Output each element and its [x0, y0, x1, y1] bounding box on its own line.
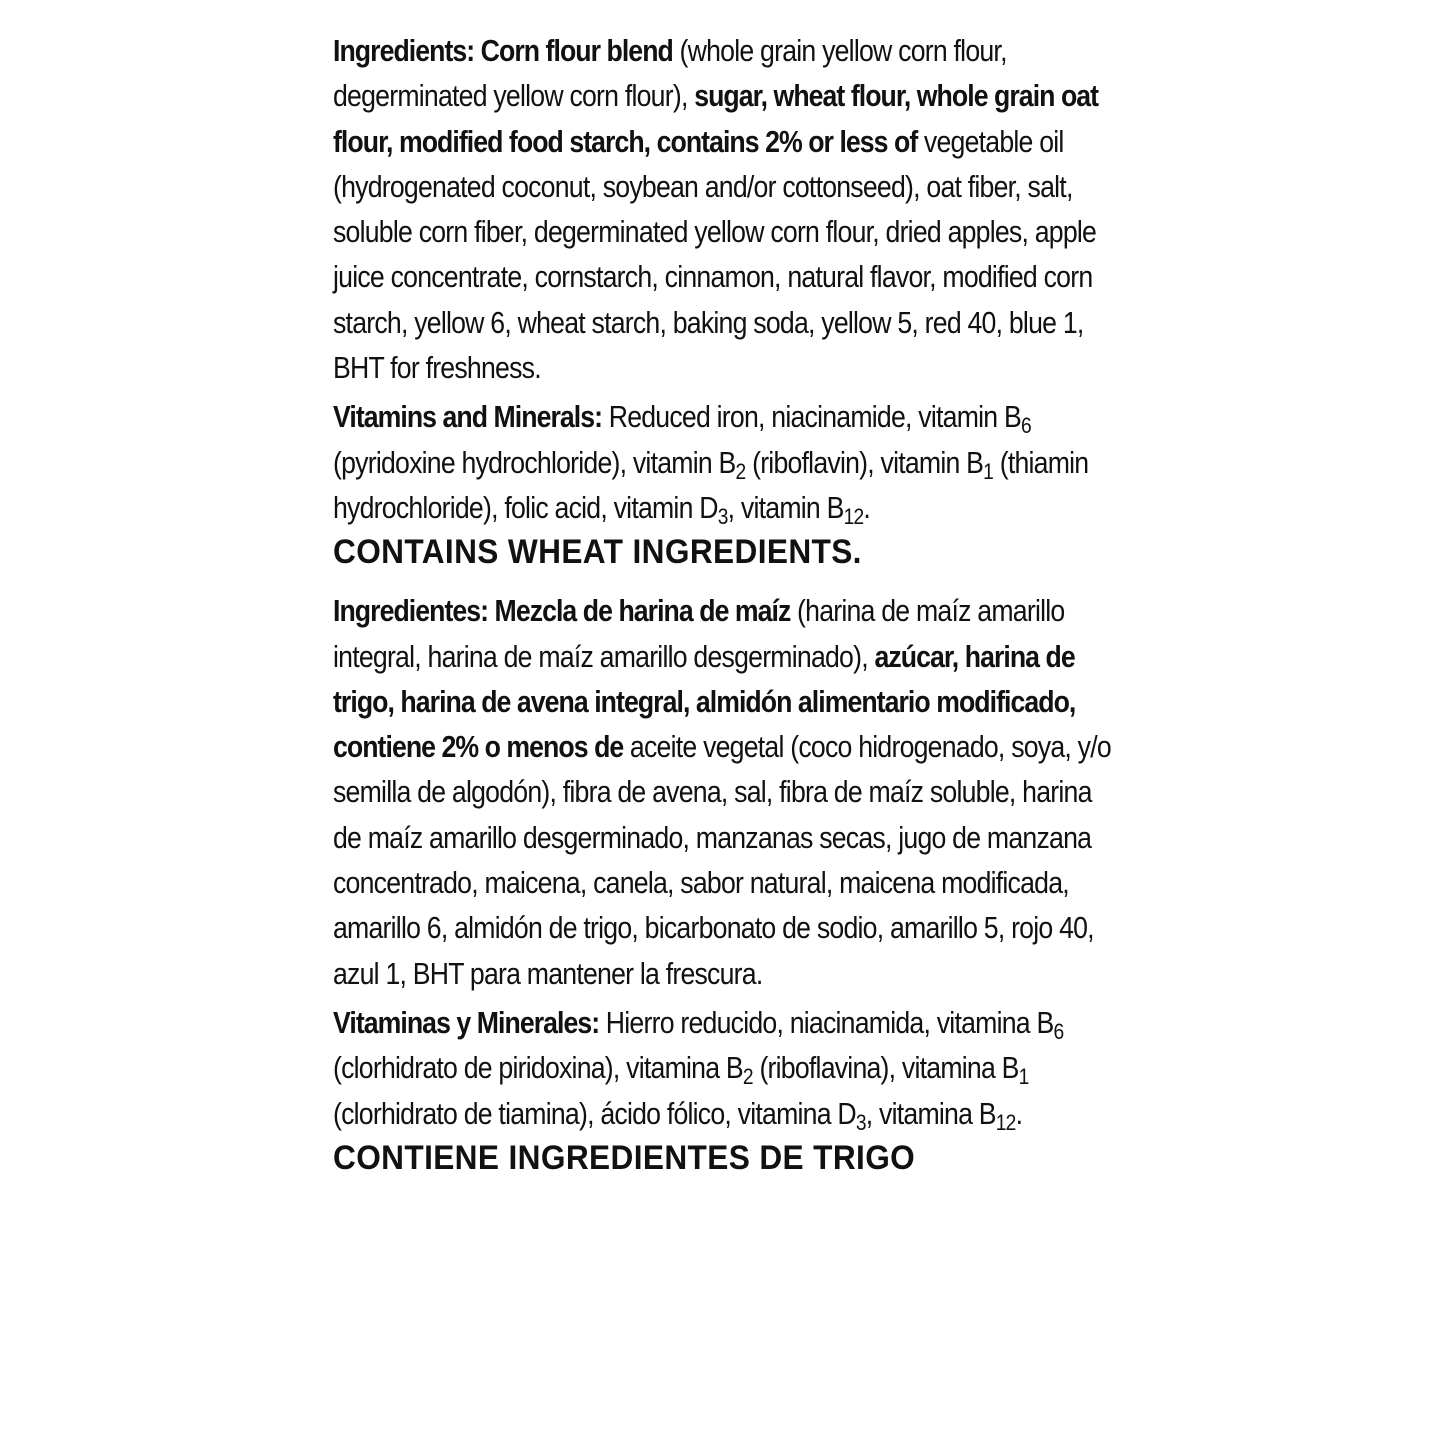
vitamins-en-text: (thiamin hydrochloride), folic acid, vitamin D [333, 444, 1089, 525]
vitamins-en-sub: 12 [843, 504, 864, 530]
vitamins-en [333, 394, 1122, 530]
vitamins-es-text: , vitamina B [865, 1095, 996, 1131]
vitamins-es-text: Hierro reducido, niacinamida, vitamina B [599, 1004, 1054, 1040]
allergen-statement-en: CONTAINS WHEAT INGREDIENTS. [333, 533, 862, 572]
vitamins-en-sub: 1 [983, 458, 994, 484]
ingredients-es-bold-list: azúcar, harina de trigo, harina de avena integral, almidón alimentario modificado, contiene 2% o menos de [333, 638, 1076, 765]
vitamins-es-sub: 3 [855, 1109, 866, 1135]
vitamins-en-text: , vitamin B [727, 489, 844, 525]
vitamins-en-sub: 6 [1020, 413, 1031, 439]
ingredients-es-text-2: aceite vegetal (coco hidrogenado, soya, y/o semilla de algodón), fibra de avena, sal, fibra de maíz soluble, harina de maíz amarillo desgerminado, manzanas secas, jugo de manzana concentrado, maicena, canela, sabor natural, maicena modificada, amarillo 6, almidón de trigo, bicarbonato de sodio, amarillo 5, rojo 40, azul 1, BHT para mantener la frescura. [333, 729, 1111, 991]
vitamins-en-text: (pyridoxine hydrochloride), vitamin B [333, 444, 736, 480]
ingredients-es-text-1: (harina de maíz amarillo integral, harina de maíz amarillo desgerminado), [333, 593, 1065, 674]
ingredients-es-heading: Ingredientes: Mezcla de harina de maíz [333, 593, 791, 629]
vitamins-en-heading: Vitamins and Minerals: [333, 399, 603, 435]
ingredients-es [333, 588, 1122, 996]
vitamins-en-text: . [863, 489, 871, 525]
vitamins-es-sub: 1 [1018, 1064, 1029, 1090]
vitamins-es [333, 1000, 1122, 1136]
vitamins-es-sub: 6 [1053, 1019, 1064, 1045]
ingredients-en-text-1: (whole grain yellow corn flour, degerminated yellow corn flour), [333, 33, 1007, 114]
ingredients-en-heading: Ingredients: Corn flour blend [333, 33, 673, 68]
ingredients-en-text-2: vegetable oil (hydrogenated coconut, soybean and/or cottonseed), oat fiber, salt, soluble corn fiber, degerminated yellow corn flour, dried apples, apple juice concentrate, cornstarch, cinnamon, natural flavor, modified corn starch, yellow 6, wheat starch, baking soda, yellow 5, red 40, blue 1, BHT for freshness. [333, 123, 1097, 386]
allergen-statement-es: CONTIENE INGREDIENTES DE TRIGO [333, 1138, 916, 1177]
ingredients-en-bold-list: sugar, wheat flour, whole grain oat flour, modified food starch, contains 2% or less of [333, 78, 1099, 159]
vitamins-en-sub: 3 [717, 504, 728, 530]
vitamins-es-sub: 12 [995, 1109, 1016, 1135]
vitamins-es-heading: Vitaminas y Minerales: [333, 1004, 600, 1040]
vitamins-es-text: (clorhidrato de tiamina), ácido fólico, vitamina D [333, 1095, 856, 1131]
vitamins-en-text: (riboflavin), vitamin B [745, 444, 984, 480]
vitamins-es-text: (clorhidrato de piridoxina), vitamina B [333, 1050, 743, 1086]
ingredients-en [333, 28, 1122, 390]
vitamins-es-sub: 2 [742, 1064, 753, 1090]
vitamins-en-sub: 2 [735, 458, 746, 484]
vitamins-en-text: Reduced iron, niacinamide, vitamin B [602, 399, 1021, 435]
vitamins-es-text: (riboflavina), vitamina B [752, 1050, 1019, 1086]
ingredient-label [333, 28, 1123, 1180]
vitamins-es-text: . [1015, 1095, 1023, 1131]
